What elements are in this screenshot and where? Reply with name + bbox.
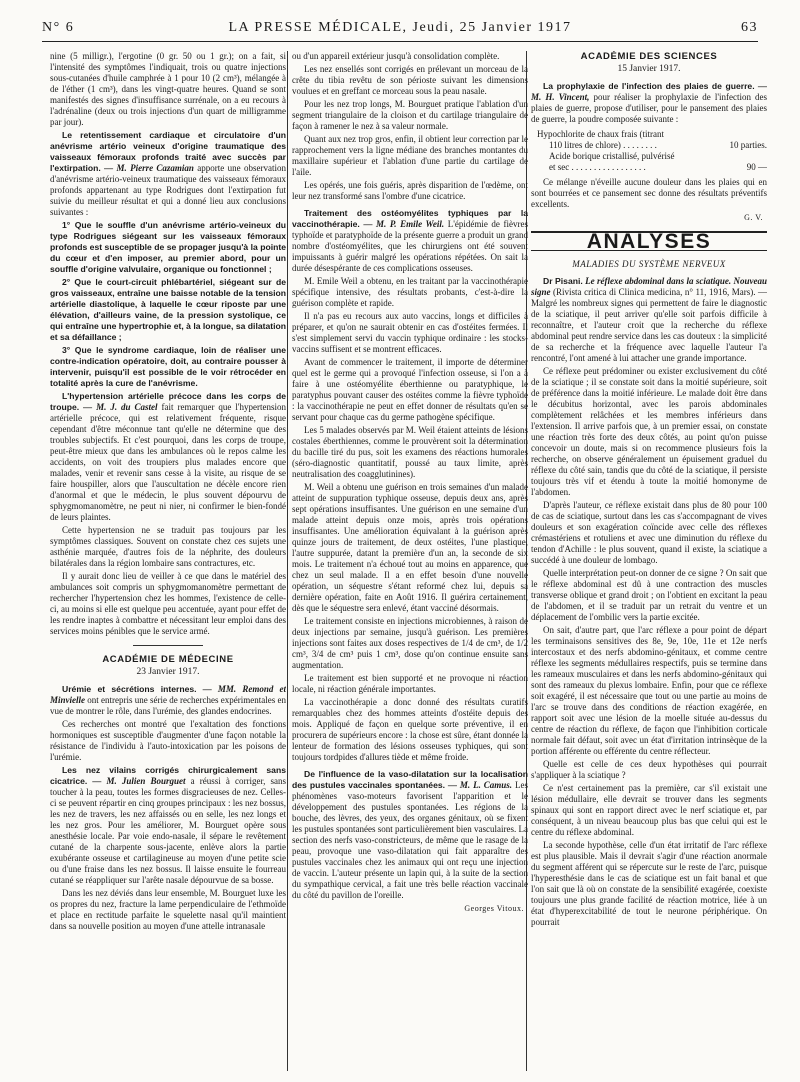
paragraph: Le traitement consiste en injections microbiennes, à raison de deux injections par semaine, jusqu'à guérison. Les premières injections sont faites aux doses respectives de 1/4 de cm³, de 1/2 cm³, 3/4 de cm³ puis 1 cm³, dose qu'on continue ensuite sans augmentation. [292,616,528,670]
article-paragraph: Urémie et sécrétions internes. — MM. Remond et Minvielle ont entrepris une série de recherches expérimentales en vue de montrer le rôle, dans l'urémie, des glandes endocrines. [50,684,286,716]
divider [133,645,203,646]
column-2 [292,51,528,1069]
paragraph: On sait, d'autre part, que l'arc réflexe a pour point de départ les terminaisons sensitives des 8e, 9e, 10e, 11e et 12e nerfs intercostaux et des nerfs abdomino-génitaux, et comme centre réflexe les segments médullaires respectifs, puis se termine dans les rameaux musculaires et dans les nerfs abdomino-génitaux qui sont des rameaux du plexus lombaire. Enfin, pour que ce réflexe soit exagéré, il est nécessaire que tout ou une partie au moins de l'arc se trouve dans des conditions de réaction exagérée, en rapport soit avec une lésion de la moelle située au-dessus du centre de réaction du réflexe, de façon que l'inhibition corticale normale fait défaut, soit avec un état d'irritation intrinsèque de la portion afférente ou efférente du centre réflecteur. [531,625,767,756]
article-paragraph: L'hypertension artérielle précoce dans les corps de troupe. — M. J. du Castel fait remarquer que l'hypertension artérielle précoce, qui est relativement fréquente, risque cependant d'être méconnue tant qu'elle ne détermine que des troubles subjectifs. Et c'est pourquoi, dans les corps de troupe, peut-être mieux que dans les ambulances où le repos calme les accidents, on voit des troupiers plus malades encore que malades, venir et revenir sans cesse à la visite, au risque de se faire houspiller, alors que l'auscultation ne décèle encore rien d'anormal et que le médecin, le plus souvent dépourvu de sphygmomanomètre, ne peut ni nier, ni confirmer le bien-fondé de leurs plaintes. [50,391,286,522]
signature: Georges Vitoux. [464,904,524,913]
paragraph: M. Weil a obtenu une guérison en trois semaines d'un malade atteint de suppuration typhique osseuse, depuis deux ans, après sept opérations insuffisantes. Une guérison en une semaine d'un malade atteint depuis onze mois, après trois opérations insuffisantes. Une amélioration équivalant à la guérison après quinze jours de traitement, de deux ostéites, l'une plastique, l'autre suppurée, datant la première d'un an, la seconde de six mois. Le traitement n'a échoué tout au moins en apparence, que chez un seul malade. Il a en effet besoin d'une nouvelle opération, un séquestre s'étant reformé chez lui, depuis sa dernière opération, faite en Août 1916. Il guérira certainement, dès que le séquestre sera enlevé, étant vacciné désormais. [292,482,528,613]
article-author: — M. P. Emile Weil. [363,219,445,229]
paragraph: Ce mélange n'éveille aucune douleur dans les plaies qui en sont bourrées et ce pansement sec donne des résultats préventifs excellents. [531,177,767,209]
article-paragraph: De l'influence de la vaso-dilatation sur la localisation des pustules vaccinales spontanées. — M. L. Camus. Les phénomènes vaso-moteurs favorisent l'apparition et le développement des pustules spontanées. Les régions de la bouche, des lèvres, des yeux, des organes génitaux, où se fixent les pustules spontanées sont particulièrement bien vasculaires. La section des nerfs vaso-constricteurs, de même que le rasage de la peau, provoque une vaso-dilatation qui fait apparaître des pustules vaccinales chez les animaux qui ont reçu une injection de vaccin. L'auteur présente un lapin qui, à la suite de la section du sympathique cervical, a fait une très belle réaction vaccinale du côté du pavillon de l'oreille. [292,769,528,900]
article-paragraph: La prophylaxie de l'infection des plaies de guerre. — M. H. Vincent, pour réaliser la prophylaxie de l'infection des plaies de guerre, propose d'utiliser, pour le pansement des plaies de guerre, la poudre composée suivante : [531,81,767,124]
article-paragraph: Les nez vilains corrigés chirurgicalement sans cicatrice. — M. Julien Bourguet a réussi à corriger, sans toucher à la peau, toutes les formes disgracieuses de nez. Celles-ci se peuvent répartir en cinq groupes principaux : les nez bossus, les nez de travers, les nez affaissés ou en selle, les nez longs et les nez gros. Pour les améliorer, M. Bourguet opère sous anesthésie locale. Par voie endo-nasale, il sépare le revêtement cutané de la charpente sous-jacente, enlève alors la partie exubérante osseuse et cartilagineuse au moyen d'une petite scie ou d'une fraise dans les nez bossus. Il laisse ensuite le fourreau cutané se réappliquer sur l'arête nasale dépourvue de sa bosse. [50,765,286,885]
article-title: Le retentissement cardiaque et circulatoire d'un anévrisme artério veineux d'origine traumatique des vaisseaux fémoraux profonds traité avec succès par l'extirpation. [50,130,286,173]
column-3 [531,51,767,1069]
paragraph: Ce réflexe peut prédominer ou exister exclusivement du côté de la sciatique ; il se constate soit dans la moitié supérieure, soit de préférence dans la moitié inférieure. Le malade doit être dans le décubitus horizontal, avec les parois abdominales complètement relâchées et les membres inférieurs dans l'extension. Il arrive parfois que, à un premier essai, on constate une réaction très forte des deux côtés, au point qu'on puisse concevoir un doute, mais si on recommence plusieurs fois la recherche, on observe généralement un épuisement graduel du réflexe du côté sain, tandis que du côté de la sciatique, il persiste toujours très vif et étendu à toute la moitié homonyme de l'abdomen. [531,366,767,497]
section-title: ACADÉMIE DES SCIENCES [580,51,718,62]
article-paragraph: Traitement des ostéomyélites typhiques par la vaccinothérapie. — M. P. Emile Weil. L'épidémie de fièvres typhoïde et paratyphoïde de la présente guerre a produit un grand nombre d'ostéomyélites, que les chirurgiens ont été souvent impuissants à guérir malgré les opérations répétées. On sait la durée désespérante de ces complications osseuses. [292,208,528,273]
article-author: — M. L. Camus. [447,780,513,790]
paragraph: Cette hypertension ne se traduit pas toujours par les symptômes classiques. Souvent on constate chez ces sujets une asthénie marquée, d'autres fois de la néphrite, des douleurs bilatérales dans la région lombaire sans contractures, etc. [50,525,286,568]
paragraph: Quelle interprétation peut-on donner de ce signe ? On sait que le réflexe abdominal est dû à une contraction des muscles transverse oblique et grand droit ; on l'obtient en excitant la peau de l'abdomen, et il se traduit par un retrait du ventre et un déplacement de l'ombilic vers la partie excitée. [531,568,767,622]
paragraph: nine (5 milligr.), l'ergotine (0 gr. 50 ou 1 gr.); on a fait, si l'intensité des symptômes l'indiquait, trois ou quatre injections sous-cutanées d'huile camphrée à 1 pour 10 (2 cm³), mélangée à de l'éther (1 cm³), dans les vingt-quatre heures. Quand se sont manifestés des signes d'insuffisance surrénale, on a eu recours à l'adrénaline (deux ou trois injections d'un quart de milligramme par jour). [50,51,286,127]
paragraph: Les opérés, une fois guéris, après disparition de l'œdème, ont leur nez transformé sans l'ombre d'une cicatrice. [292,180,528,201]
column-rule-1 [287,51,288,1071]
formula: Hypochlorite de chaux frais (titrant 110 litres de chlore) . . . . . . . . 10 parties. Acide borique cristallisé, pulvérisé et sec . . . . . . . . . . . . . . . . . 90 — [537,129,767,172]
paragraph: M. Emile Weil a obtenu, en les traitant par la vaccinothérapie spécifique intensive, des résultats probants, c'est-à-dire la guérison complète et rapide. [292,276,528,308]
article-title: Urémie et sécrétions internes. [62,684,197,694]
section-date: 23 Janvier 1917. [136,667,200,677]
subsection-title: MALADIES DU SYSTÈME NERVEUX [572,259,726,269]
conclusion-item: 2° Que le court-circuit phlébartériel, siégeant sur de gros vaisseaux, entraîne une baisse notable de la tension artérielle diastolique, à laquelle le cœur riposte par une élévation, d'ailleurs vaine, de la pression systolique, ce qui entraîne une hypertrophie et, à la longue, sa dilatation et sa défaillance ; [50,277,286,342]
conclusion-item: 3° Que le syndrome cardiaque, loin de réaliser une contre-indication opératoire, doit, au contraire pousser à intervenir, puisqu'il est possible de le voir rétrocéder en totalité après la cure de l'anévrisme. [50,345,286,388]
paragraph: Quelle est celle de ces deux hypothèses qui pourrait s'appliquer à la sciatique ? [531,759,767,780]
paragraph: Dans les nez déviés dans leur ensemble, M. Bourguet luxe les os propres du nez, fracture la lame perpendiculaire de l'ethmoïde et place en rectitude parfaite le squelette nasal qu'il maintient dans sa nouvelle position au moyen d'une attelle intranasale [50,888,286,931]
paragraph: Ce n'est certainement pas la première, car s'il existait une lésion médullaire, elle devrait se trouver dans les segments spinaux qui sont en rapport direct avec le nerf sciatique et, par conséquent, à un niveau beaucoup plus bas que celui qui est le centre du réflexe abdominal. [531,783,767,837]
masthead: LA PRESSE MÉDICALE, Jeudi, 25 Janvier 1917 [228,20,572,35]
article-paragraph: Dr Pisani. Le réflexe abdominal dans la sciatique. Nouveau signe (Rivista critica di Clinica medicina, n° 11, 1916, Mars). — Malgré les nombreux signes qui permettent de faire le diagnostic de la sciatique, il peut arriver qu'elle soit parfois difficile à reconnaître, et l'auteur croit que la recherche du réflexe abdominal peut rendre service dans les cas douteux : la simplicité de sa recherche et la fréquence avec laquelle l'auteur l'a rencontré, l'ont amené à lui attacher une grande importance. [531,276,767,363]
paragraph: Ces recherches ont montré que l'exaltation des fonctions hormoniques est susceptible d'augmenter d'une façon notable la résistance de l'individu à l'auto-intoxication par les poisons de l'urémie. [50,719,286,762]
conclusion-item: 1° Que le souffle d'un anévrisme artério-veineux du type Rodrigues siégeant sur les vaisseaux fémoraux profonds est susceptible de se propager jusqu'à la pointe du cœur et d'en imposer, au premier abord, pour un souffle d'origine valvulaire, organique ou fonctionnel ; [50,220,286,274]
article-title: De l'influence de la vaso-dilatation sur la localisation des pustules vaccinales spontanées. [292,769,528,790]
article-author: Dr Pisani. [543,276,583,286]
paragraph: Il y aurait donc lieu de veiller à ce que dans le matériel des ambulances soit compris un sphygmomanomètre permettant de rechercher l'hypertension chez les hommes, l'existence de celle-ci, au moins si elle est quelque peu accentuée, ayant pour effet de les rendre inaptes à combattre et nécessitant leur emploi dans des services moins pénibles que le service armé. [50,571,286,636]
article-author: — M. H. Vincent, [531,81,767,102]
paragraph: Quant aux nez trop gros, enfin, il obtient leur correction par le rapprochement vers la ligne médiane des branches montantes du maxillaire supérieur et l'ablation d'une partie du cartilage de l'aile. [292,134,528,177]
paragraph: Avant de commencer le traitement, il importe de déterminer quel est le germe qui a provoqué l'infection osseuse, si l'on a à faire à une ostéomyélite éberthienne ou paratyphique, le paratyphus pouvant causer des ostéites comme la fièvre typhoïde : la vaccinothérapie ne peut en effet donner de résultats qu'en se servant pour chaque cas du germe pathogène spécifique. [292,357,528,422]
article-title: L'hypertension artérielle précoce dans les corps de troupe. [50,391,286,412]
article-author: — M. J. du Castel [83,402,158,412]
paragraph: Il n'a pas eu recours aux auto vaccins, longs et difficiles à préparer, et qu'on ne saurait obtenir en cas d'ostéites fermées. Il s'est simplement servi du vaccin typhique ordinaire : les stocks-vaccins suffisent et se montrent efficaces. [292,311,528,354]
article-title: Traitement des ostéomyélites typhiques par la vaccinothérapie. [292,208,528,229]
paragraph: La seconde hypothèse, celle d'un état irritatif de l'arc réflexe est plus plausible. Mais il devrait s'agir d'une réaction anormale du segment afférent qui se répercute sur le reste de l'arc, puisque l'hyperesthésie dans le cas de sciatique est un fait banal et que l'on sait que là où on constate de la sensibilité exagérée, coexiste toujours une plus grande facilité de réaction motrice, liée à un état d'hyperexcitabilité de tout le neurone périphérique. On pourrait [531,840,767,927]
paragraph: La vaccinothérapie a donc donné des résultats curatifs remarquables chez des hommes atteints d'ostéite depuis des mois. Appliqué de façon en quelque sorte préventive, il en procurera de supérieurs encore : la chose est sûre, étant donnée la lenteur de formation des lésions osseuses typhiques, qui sont toujours tordpides d'allures tiède et même froide. [292,697,528,762]
article-author: — MM. Remond et Minvielle [50,684,286,705]
paragraph: Les nez ensellés sont corrigés en prélevant un morceau de la crête du tibia revêtu de son périoste suivant les dimensions voulues et en greffant ce morceau sous la peau nasale. [292,64,528,96]
paragraph: ou d'un appareil extérieur jusqu'à consolidation complète. [292,51,500,61]
header-rule [42,41,758,42]
article-paragraph: Le retentissement cardiaque et circulatoire d'un anévrisme artério veineux d'origine traumatique des vaisseaux fémoraux profonds traité avec succès par l'extirpation. — M. Pierre Cazamian apporte une observation d'anévrisme artério-veineux traumatique des vaisseaux fémoraux profonds appartenant au type Rodrigues dont l'extirpation fut suivie du meilleur résultat et qui a donné lieu aux conclusions suivantes : [50,130,286,217]
paragraph: Le traitement est bien supporté et ne provoque ni réaction locale, ni réaction générale importantes. [292,673,528,694]
page-number: 63 [741,20,758,35]
column-1 [50,51,286,1069]
paragraph: D'après l'auteur, ce réflexe existait dans plus de 80 pour 100 de cas de sciatique, surtout dans les cas s'accompagnant de vives douleurs et son exagération coïncide avec celle des réflexes crémastériens et rotuliens et avec une diminution du réflexe du tendon d'Achille : le plus souvent, quand il existe, la sciatique a succédé à une douleur de lombago. [531,500,767,565]
page-header [42,20,758,38]
section-date: 15 Janvier 1917. [617,64,681,74]
article-title: Les nez vilains corrigés chirurgicalement sans cicatrice. [50,765,286,786]
analyses-heading: ANALYSES [531,231,767,251]
article-title: La prophylaxie de l'infection des plaies de guerre. [543,81,755,91]
paragraph: Pour les nez trop longs, M. Bourguet pratique l'ablation d'un segment triangulaire de la cloison et du cartilage triangulaire de façon à ramener le nez à sa valeur normale. [292,99,528,131]
section-title: ACADÉMIE DE MÉDECINE [102,654,234,665]
signature: G. V. [744,213,763,222]
article-author: — M. Julien Bourguet [92,776,186,786]
article-title: Le réflexe abdominal dans la sciatique. Nouveau signe [531,276,767,297]
article-author: — M. Pierre Cazamian [104,163,194,173]
paragraph: Les 5 malades observés par M. Weil étaient atteints de lésions costales éberthiennes, comme le prouvèrent soit la détermination du bacille tiré du pus, soit les examens des réactions humorales (séro-diagnostic quantitatif, poussé au taux limite, après neutralisation des coagglutinines). [292,425,528,479]
issue-number: N° 6 [42,20,75,35]
